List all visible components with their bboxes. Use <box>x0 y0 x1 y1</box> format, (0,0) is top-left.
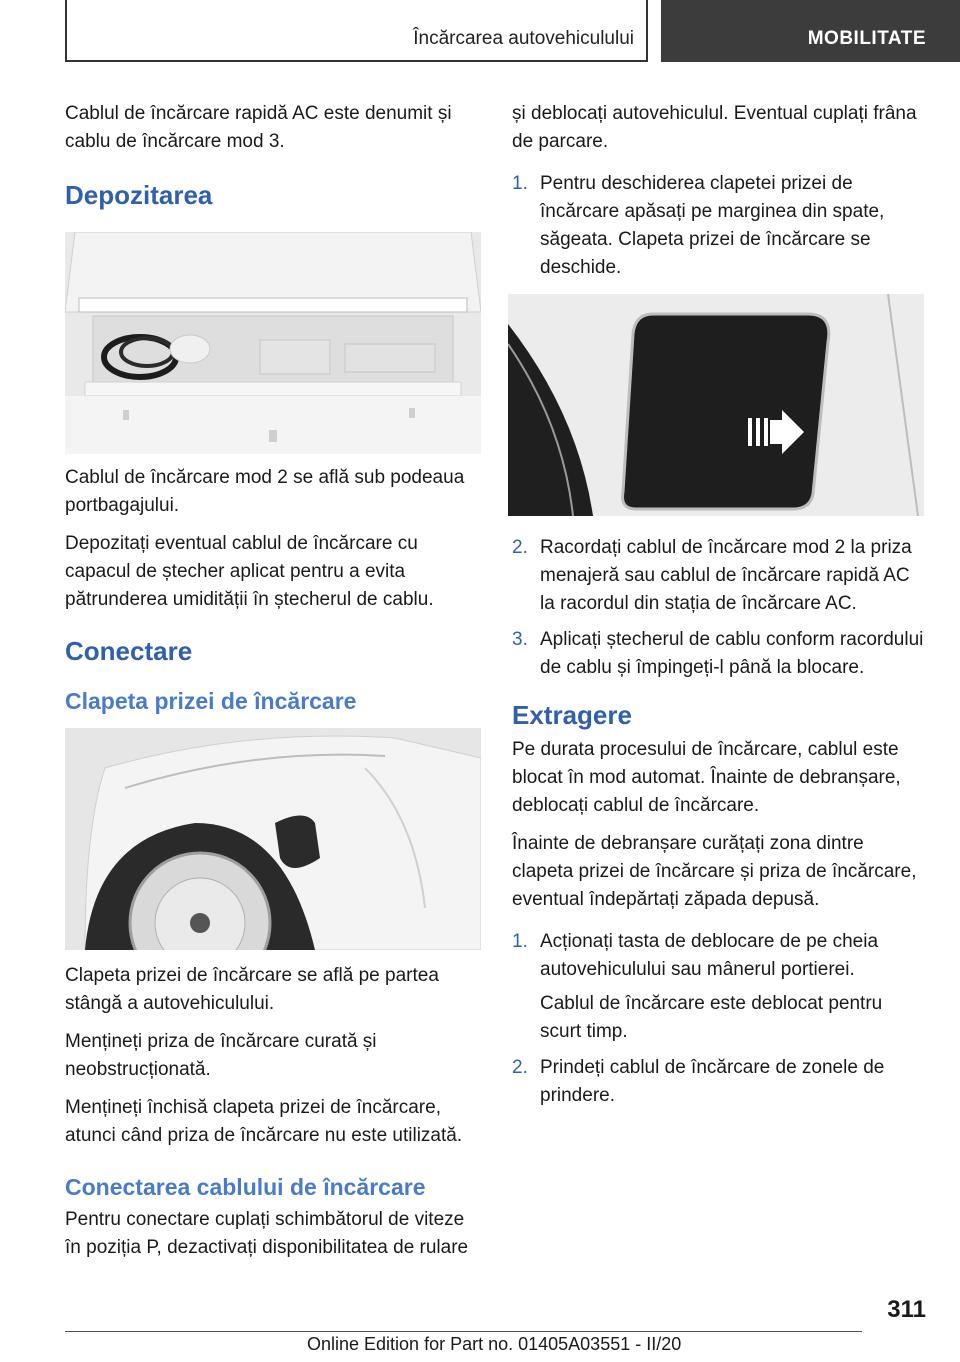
section-title: MOBILITATE <box>807 28 926 49</box>
paragraph-depozitati: Depozitați eventual cablul de încărcare cu capacul de ștecher aplicat pentru a evita pătrunderea umidității în ștecherul de cablu. <box>65 533 434 610</box>
trunk-storage-image <box>65 232 481 454</box>
steps-open-flap <box>512 170 928 282</box>
heading-conectarea-cablului: Conectarea cablului de încărcare <box>65 1174 426 1200</box>
step-number: 3. <box>512 629 528 650</box>
paragraph-clapeta: Clapeta prizei de încărcare se află pe partea stângă a autovehiculului. <box>65 965 439 1014</box>
step-content <box>540 928 928 1046</box>
paragraph-mentineti-curata: Mențineți priza de încărcare curată și neobstrucționată. <box>65 1031 377 1080</box>
trunk-illustration <box>65 232 481 454</box>
heading-conectare: Conectare <box>65 636 193 666</box>
heading-depozitarea: Depozitarea <box>65 180 213 210</box>
step-number: 2. <box>512 1057 528 1078</box>
step-number: 1. <box>512 173 528 194</box>
footer-edition: Online Edition for Part no. 01405A03551 - II/20 <box>307 1334 682 1354</box>
header-chapter-box <box>65 0 648 62</box>
heading-clapeta: Clapeta prizei de încărcare <box>65 688 357 714</box>
left-column <box>65 100 481 1272</box>
charging-flap-closeup-image <box>508 294 924 516</box>
step-item <box>512 534 928 618</box>
right-column <box>512 100 928 1118</box>
steps-connect-cable <box>512 534 928 682</box>
heading-extragere: Extragere <box>512 700 632 730</box>
paragraph-extragere-1: Pe durata procesului de încărcare, cablul este blocat în mod automat. Înainte de debranșare, deblocați cablul de încărcare. <box>512 739 901 816</box>
step-text: Racordați cablul de încărcare mod 2 la priza menajeră sau cablul de încărcare rapidă AC la racordul din stația de încărcare AC. <box>540 537 912 614</box>
paragraph-mod2: Cablul de încărcare mod 2 se află sub podeaua portbagajului. <box>65 467 465 516</box>
step-item <box>512 1054 928 1110</box>
steps-remove-cable <box>512 928 928 1110</box>
step-item <box>512 928 928 1046</box>
paragraph-continuare: și deblocați autovehiculul. Eventual cuplați frâna de parcare. <box>512 103 917 152</box>
step-item <box>512 626 928 682</box>
step-text: Pentru deschiderea clapetei prizei de încărcare apăsați pe marginea din spate, săgeata. Clapeta prizei de încărcare se deschide. <box>540 173 885 278</box>
paragraph-extragere-2: Înainte de debranșare curățați zona dintre clapeta prizei de încărcare și priza de încărcare, eventual îndepărtați zăpada depusă. <box>512 833 917 910</box>
step-number: 2. <box>512 537 528 558</box>
step-text: Aplicați ștecherul de cablu conform racordului de cablu și împingeți-l până la blocare. <box>540 629 924 678</box>
step-text: Prindeți cablul de încărcare de zonele de prindere. <box>540 1057 885 1106</box>
chapter-title: Încărcarea autovehiculului <box>413 28 634 49</box>
step-number: 1. <box>512 931 528 952</box>
car-side-illustration <box>65 728 481 950</box>
intro-paragraph: Cablul de încărcare rapidă AC este denumit și cablu de încărcare mod 3. <box>65 103 452 152</box>
footer-divider <box>65 1331 862 1332</box>
step-text: Acționați tasta de deblocare de pe cheia autovehiculului sau mânerul portierei. <box>540 931 879 980</box>
paragraph-mentineti-inchisa: Mențineți închisă clapeta prizei de încărcare, atunci când priza de încărcare nu este utilizată. <box>65 1097 463 1146</box>
step-item <box>512 170 928 282</box>
page-number: 311 <box>887 1296 926 1323</box>
paragraph-pentru-conectare: Pentru conectare cuplați schimbătorul de viteze în poziția P, dezactivați disponibilitatea de rulare <box>65 1209 469 1258</box>
flap-closeup-illustration <box>508 294 924 516</box>
header-section-box <box>661 0 960 62</box>
charging-flap-car-image <box>65 728 481 950</box>
step-subtext: Cablul de încărcare este deblocat pentru scurt timp. <box>540 993 883 1042</box>
